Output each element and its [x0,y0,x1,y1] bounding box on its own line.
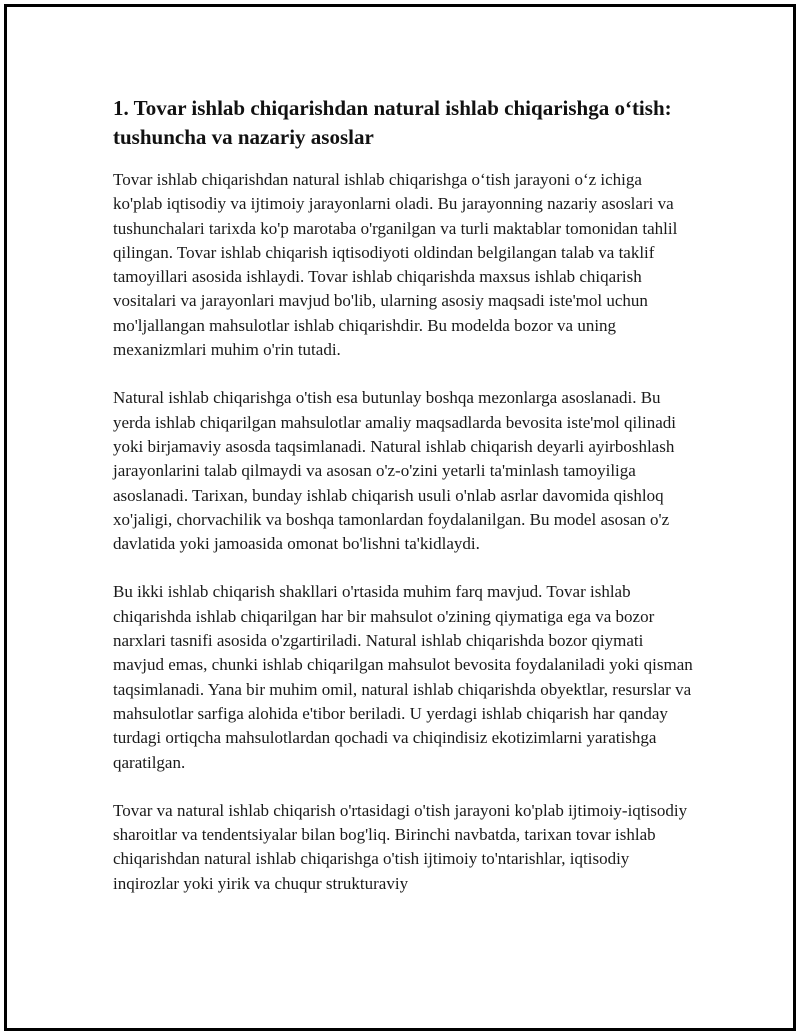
document-body [113,94,693,920]
paragraph-4: Tovar va natural ishlab chiqarish o'rtasidagi o'tish jarayoni ko'plab ijtimoiy-iqtisodiy sharoitlar va tendentsiyalar bilan bog'liq. Birinchi navbatda, tarixan tovar ishlab chiqarishdan natural ishlab chiqarishga o'tish ijtimoiy to'ntarishlar, iqtisodiy inqirozlar yoki yirik va chuqur strukturaviy [113,800,688,893]
paragraph-3: Bu ikki ishlab chiqarish shakllari o'rtasida muhim farq mavjud. Tovar ishlab chiqarishda ishlab chiqarilgan har bir mahsulot o'zining qiymatiga ega va bozor narxlari tasnifi asosida o'zgartiriladi. Natural ishlab chiqarishda bozor qiymati mavjud emas, chunki ishlab chiqarilgan mahsulot bevosita foydalaniladi yoki qisman taqsimlanadi. Yana bir muhim omil, natural ishlab chiqarishda obyektlar, resurslar va mahsulotlar sarfiga alohida e'tibor beriladi. U yerdagi ishlab chiqarish har qanday turdagi ortiqcha mahsulotlardan qochadi va chiqindisiz ekotizimlarni yaratishga qaratilgan. [113,582,693,772]
paragraph-1: Tovar ishlab chiqarishdan natural ishlab chiqarishga o‘tish jarayoni o‘z ichiga ko'plab iqtisodiy va ijtimoiy jarayonlarni oladi. Bu jarayonning nazariy asoslari va tushunchalari tarixda ko'p marotaba o'rganilgan va turli maktablar tomonidan tahlil qilingan. Tovar ishlab chiqarish iqtisodiyoti oldindan belgilangan talab va taklif tamoyillari asosida ishlaydi. Tovar ishlab chiqarishda maxsus ishlab chiqarish vositalari va jarayonlari mavjud bo'lib, ularning asosiy maqsadi iste'mol uchun mo'ljallangan mahsulotlar ishlab chiqarishdir. Bu modelda bozor va uning mexanizmlari muhim o'rin tutadi. [113,170,678,360]
section-heading: 1. Tovar ishlab chiqarishdan natural ishlab chiqarishga o‘tish: tushuncha va nazariy asoslar [113,96,672,149]
paragraph-2: Natural ishlab chiqarishga o'tish esa butunlay boshqa mezonlarga asoslanadi. Bu yerda ishlab chiqarilgan mahsulotlar amaliy maqsadlarda bevosita iste'mol qilinadi yoki birjamaviy asosda taqsimlanadi. Natural ishlab chiqarish deyarli ayirboshlash jarayonlarini talab qilmaydi va asosan o'z-o'zini yetarli ta'minlash tamoyiliga asoslanadi. Tarixan, bunday ishlab chiqarish usuli o'nlab asrlar davomida qishloq xo'jaligi, chorvachilik va boshqa tamonlardan foydalanilgan. Bu model asosan o'z davlatida yoki jamoasida omonat bo'lishni ta'kidlaydi. [113,388,676,554]
